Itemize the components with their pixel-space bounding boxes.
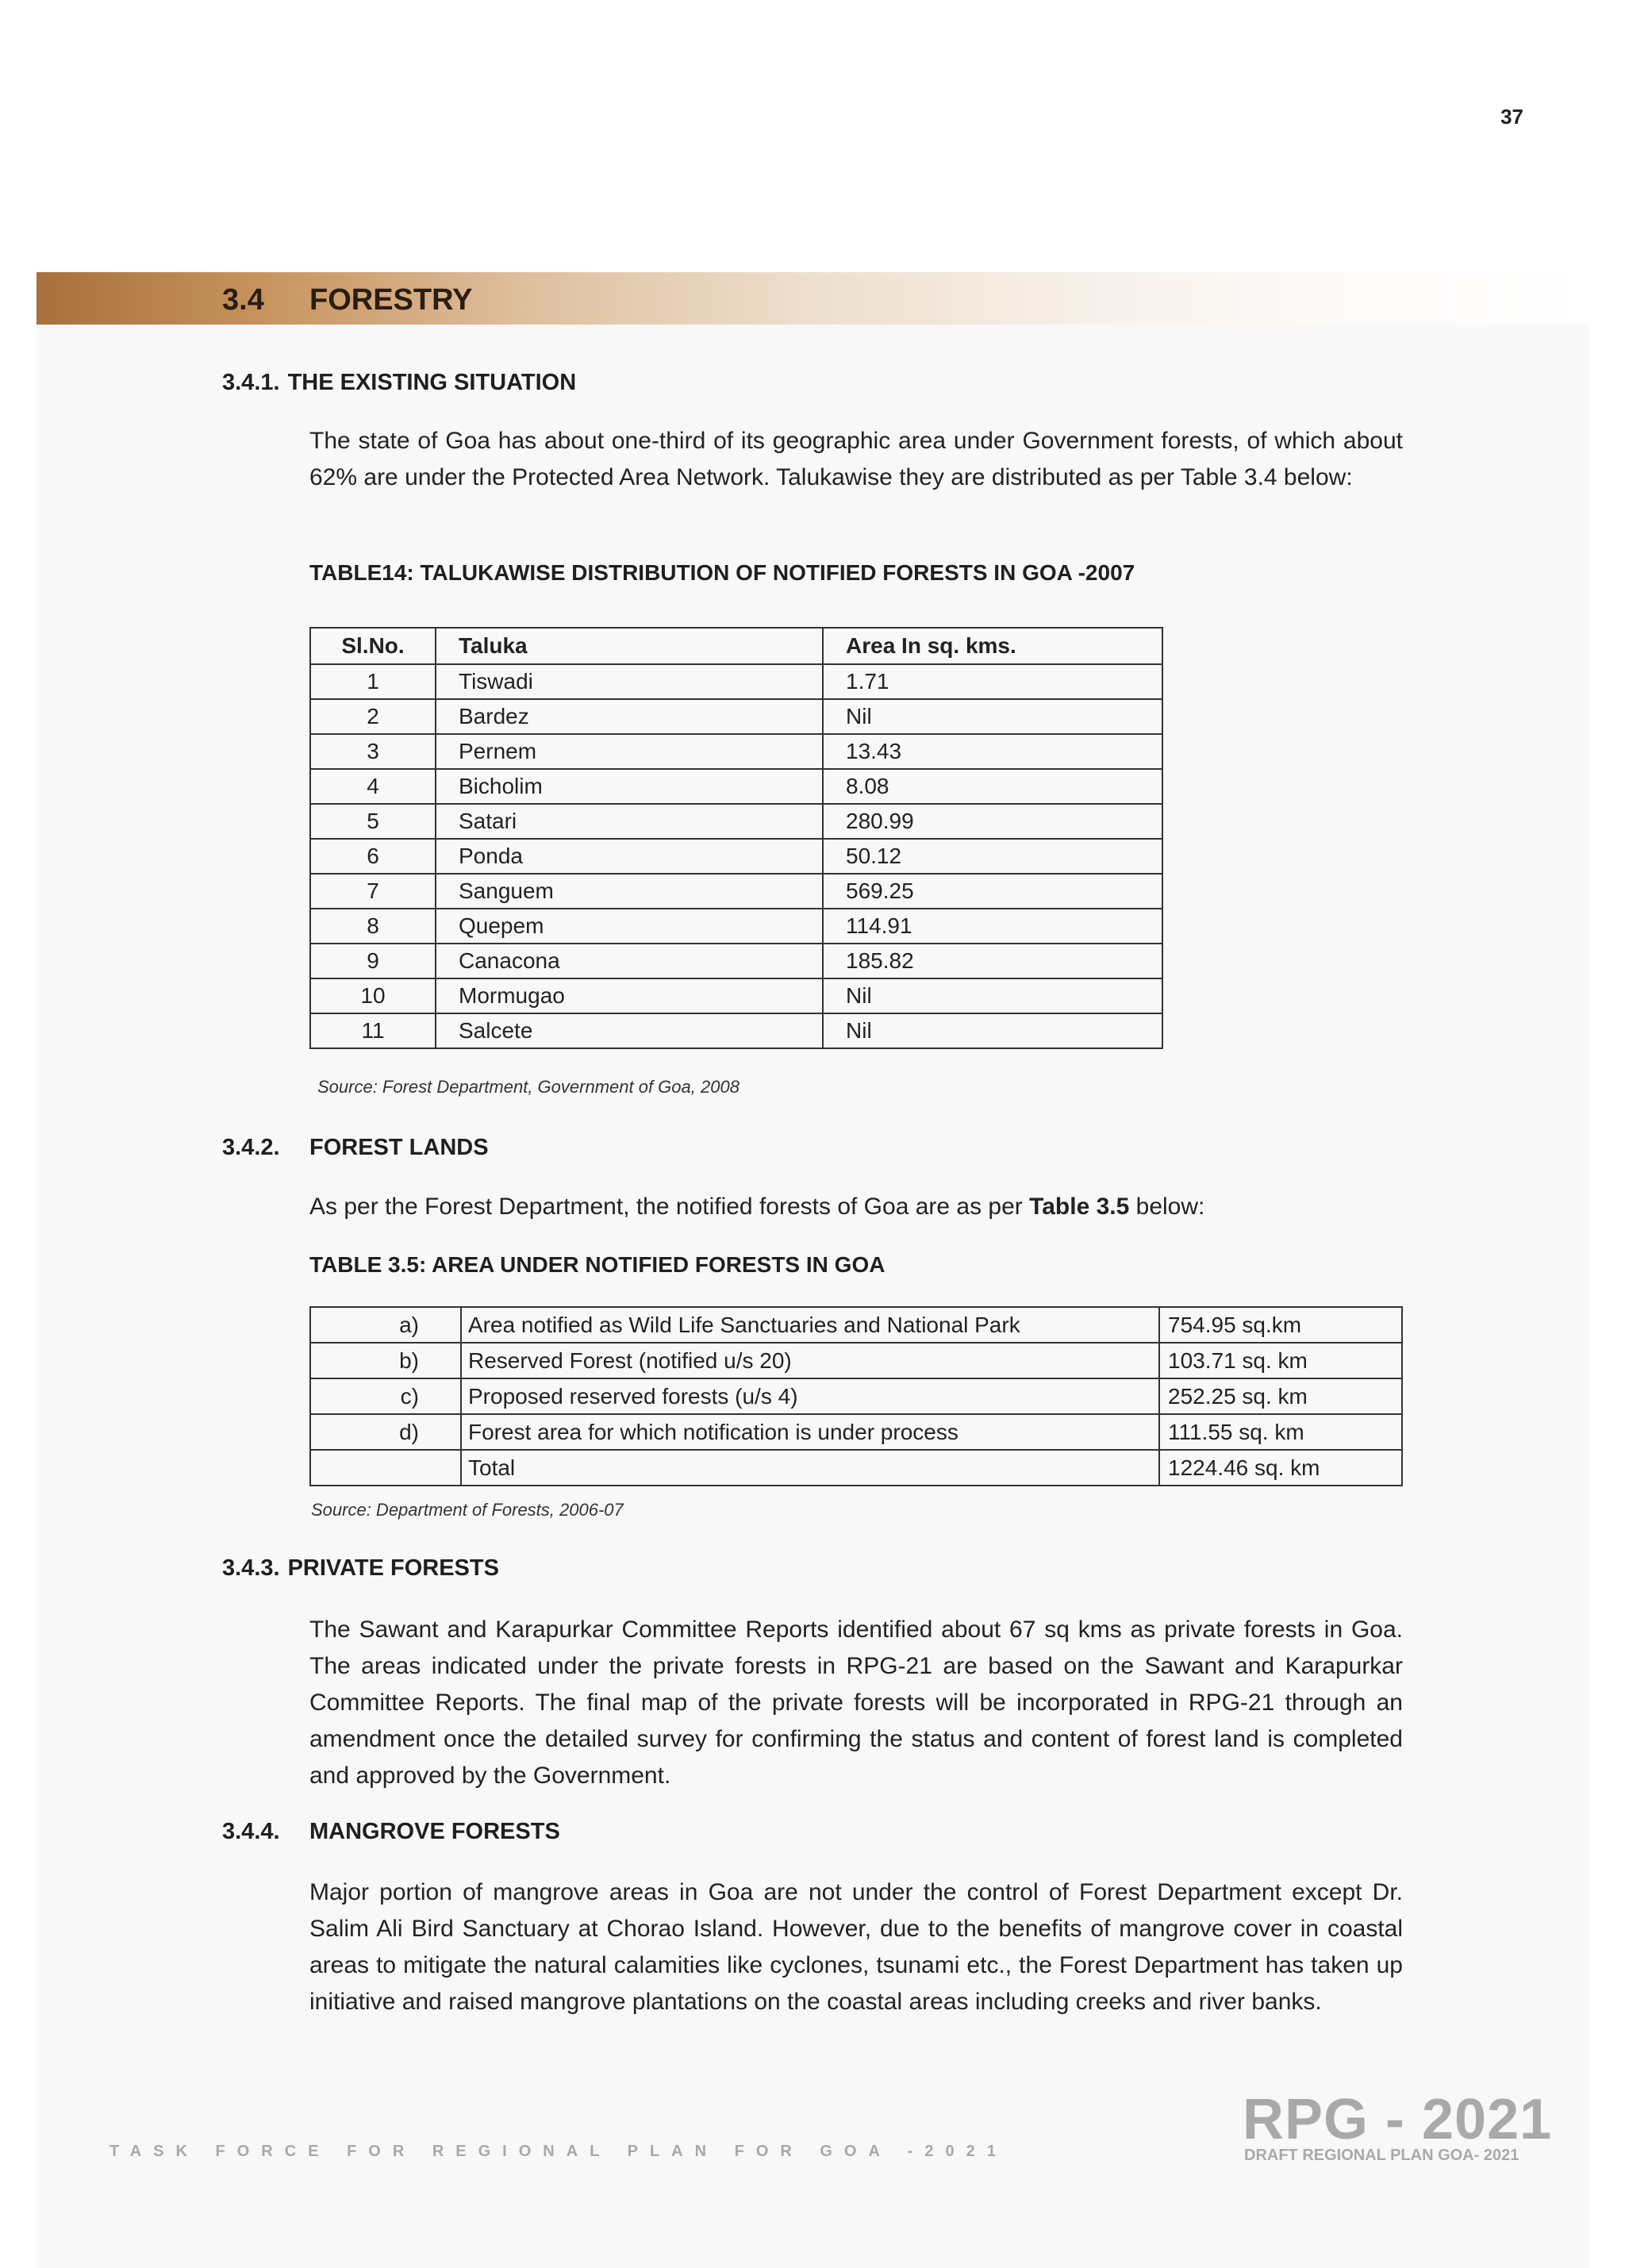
table35-cell: c) <box>310 1378 461 1414</box>
table14-header-cell: Sl.No. <box>310 628 436 664</box>
table14-cell: 13.43 <box>823 734 1162 769</box>
table14-cell: Nil <box>823 699 1162 734</box>
table14-row <box>310 664 1162 699</box>
table14-row <box>310 944 1162 978</box>
table14-row <box>310 839 1162 874</box>
table14-row <box>310 978 1162 1013</box>
subsection-title: FOREST LANDS <box>309 1135 489 1160</box>
table14-cell: 8.08 <box>823 769 1162 804</box>
subsection-number: 3.4.2. <box>222 1135 280 1160</box>
subsection-title: PRIVATE FORESTS <box>287 1555 499 1581</box>
subsection-title: THE EXISTING SITUATION <box>287 370 577 395</box>
table14-cell: 50.12 <box>823 839 1162 874</box>
table35-cell: Forest area for which notification is under process <box>461 1414 1159 1450</box>
section-number: 3.4 <box>222 283 264 317</box>
table14-cell: Pernem <box>436 734 823 769</box>
table35-row <box>310 1378 1402 1414</box>
table14-cell: 114.91 <box>823 909 1162 944</box>
table14-cell: 11 <box>310 1013 436 1048</box>
paragraph-private-forests: The Sawant and Karapurkar Committee Reports identified about 67 sq kms as private forests in Goa. The areas indicated under the private forests in RPG-21 are based on the Sawant and Karapurkar Committee Reports. The final map of the private forests will be incorporated in RPG-21 through an amendment once the detailed survey for confirming the status and content of forest land is completed and approved by the Government. <box>309 1616 1403 1789</box>
table14-cell: 1 <box>310 664 436 699</box>
paragraph-text: below: <box>1129 1194 1205 1220</box>
table35-caption: TABLE 3.5: AREA UNDER NOTIFIED FORESTS IN GOA <box>309 1252 885 1277</box>
paragraph-mangrove-forests: Major portion of mangrove areas in Goa are not under the control of Forest Department except Dr. Salim Ali Bird Sanctuary at Chorao Island. However, due to the benefits of mangrove cover in coastal areas to mitigate the natural calamities like cyclones, tsunami etc., the Forest Department has taken up initiative and raised mangrove plantations on the coastal areas including creeks and river banks. <box>309 1879 1403 2015</box>
table35-cell <box>310 1450 461 1486</box>
table14-cell: Canacona <box>436 944 823 978</box>
table14-cell: 569.25 <box>823 874 1162 909</box>
table35-cell: 754.95 sq.km <box>1159 1307 1402 1343</box>
table35-cell: d) <box>310 1414 461 1450</box>
paragraph-existing-situation: The state of Goa has about one-third of its geographic area under Government forests, of which about 62% are under the Protected Area Network. Talukawise they are distributed as per Table 3.4 below: <box>309 428 1403 490</box>
table14-cell: Quepem <box>436 909 823 944</box>
table14-caption: TABLE14: TALUKAWISE DISTRIBUTION OF NOTIFIED FORESTS IN GOA -2007 <box>309 560 1135 585</box>
section-title: FORESTRY <box>309 283 473 317</box>
table35-cell: Area notified as Wild Life Sanctuaries and National Park <box>461 1307 1159 1343</box>
table14-source: Source: Forest Department, Government of Goa, 2008 <box>317 1077 740 1097</box>
table14-cell: 7 <box>310 874 436 909</box>
table-reference: Table 3.5 <box>1029 1194 1130 1220</box>
table35-cell: 1224.46 sq. km <box>1159 1450 1402 1486</box>
subsection-number: 3.4.4. <box>222 1819 280 1844</box>
table14-cell: Ponda <box>436 839 823 874</box>
footer-rpg-logo: RPG - 2021 <box>1243 2088 1553 2151</box>
table14-cell: 4 <box>310 769 436 804</box>
table14-cell: Sanguem <box>436 874 823 909</box>
table35-cell: a) <box>310 1307 461 1343</box>
table14-cell: Nil <box>823 978 1162 1013</box>
table14-cell: Salcete <box>436 1013 823 1048</box>
subsection-number: 3.4.1. <box>222 370 280 395</box>
table14-row <box>310 734 1162 769</box>
subsection-heading-forest-lands <box>222 1135 489 1161</box>
table14-row <box>310 874 1162 909</box>
table14-cell: 9 <box>310 944 436 978</box>
table35-source: Source: Department of Forests, 2006-07 <box>311 1500 624 1520</box>
table14-row <box>310 804 1162 839</box>
table35-cell: b) <box>310 1343 461 1378</box>
table14-cell: Bardez <box>436 699 823 734</box>
table35-row <box>310 1307 1402 1343</box>
footer-task-force-text: TASK FORCE FOR REGIONAL PLAN FOR GOA -2021 <box>109 2143 1008 2160</box>
table14-cell: 8 <box>310 909 436 944</box>
table14-cell: 10 <box>310 978 436 1013</box>
table35-cell: Total <box>461 1450 1159 1486</box>
footer-draft-plan-text: DRAFT REGIONAL PLAN GOA- 2021 <box>1244 2147 1519 2164</box>
table14-row <box>310 699 1162 734</box>
table35-row <box>310 1414 1402 1450</box>
subsection-title: MANGROVE FORESTS <box>309 1819 560 1844</box>
table35 <box>309 1306 1403 1486</box>
table35-cell: Reserved Forest (notified u/s 20) <box>461 1343 1159 1378</box>
page-number: 37 <box>1500 105 1523 129</box>
table35-cell: 111.55 sq. km <box>1159 1414 1402 1450</box>
table14-cell: 280.99 <box>823 804 1162 839</box>
table14-cell: 5 <box>310 804 436 839</box>
table14-row <box>310 769 1162 804</box>
subsection-heading-private-forests <box>222 1555 499 1582</box>
table14-cell: 6 <box>310 839 436 874</box>
subsection-number: 3.4.3. <box>222 1555 280 1581</box>
table35-cell: 252.25 sq. km <box>1159 1378 1402 1414</box>
table14-cell: 1.71 <box>823 664 1162 699</box>
table14 <box>309 627 1163 1049</box>
table14-header-cell: Area In sq. kms. <box>823 628 1162 664</box>
section-header-band <box>36 272 1589 325</box>
subsection-heading-mangrove-forests <box>222 1819 560 1845</box>
table14-cell: 3 <box>310 734 436 769</box>
table14-cell: 2 <box>310 699 436 734</box>
table35-row <box>310 1450 1402 1486</box>
table14-header-row <box>310 628 1162 664</box>
table14-cell: Bicholim <box>436 769 823 804</box>
paragraph-text: As per the Forest Department, the notified forests of Goa are as per <box>309 1194 1030 1220</box>
table35-cell: Proposed reserved forests (u/s 4) <box>461 1378 1159 1414</box>
paragraph-forest-lands <box>309 1189 1403 1225</box>
table35-cell: 103.71 sq. km <box>1159 1343 1402 1378</box>
table35-row <box>310 1343 1402 1378</box>
table14-row <box>310 909 1162 944</box>
table14-header-cell: Taluka <box>436 628 823 664</box>
table14-cell: Tiswadi <box>436 664 823 699</box>
table14-cell: 185.82 <box>823 944 1162 978</box>
subsection-heading-existing-situation <box>222 370 576 396</box>
table14-row <box>310 1013 1162 1048</box>
table14-cell: Satari <box>436 804 823 839</box>
table14-cell: Mormugao <box>436 978 823 1013</box>
table14-cell: Nil <box>823 1013 1162 1048</box>
